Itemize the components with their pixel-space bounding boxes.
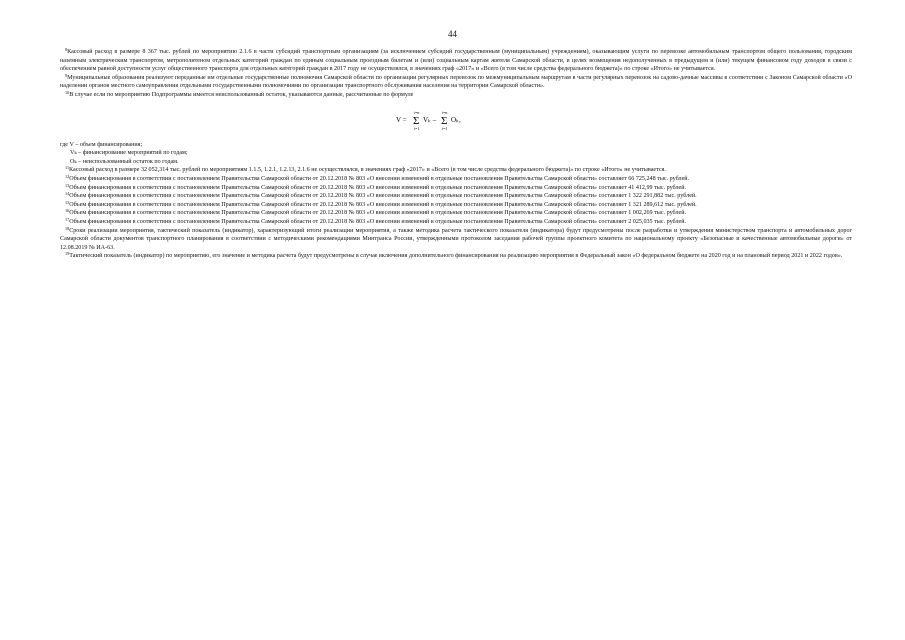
footnote-mark: 16 — [65, 208, 70, 214]
footnote-mark: 8 — [65, 46, 68, 52]
footnote-text: Объем финансирования в соответствии с постановлением Правительства Самарской области от 20.12.2018 № 803 «О внесении изменений в отдельные постановления Правительства Самарской области» составляет 2 025,035 тыс. рублей. — [69, 218, 687, 225]
footnote-mark: 9 — [65, 72, 68, 78]
footnote-9 — [60, 74, 852, 91]
footnote-text: В случае если по мероприятию Подпрограммы имеется неиспользованный остаток, указываются данные, рассчитанные по формуле — [69, 91, 414, 98]
footnote-13 — [60, 184, 852, 193]
formula-lhs: V = — [396, 115, 407, 124]
definitions — [60, 141, 852, 167]
footnote-text: Объем финансирования в соответствии с постановлением Правительства Самарской области от 20.12.2018 № 803 «О внесении изменений в отдельные постановления Правительства Самарской области» составляет 1 322 291,882 тыс. рублей. — [69, 193, 697, 200]
formula — [396, 105, 516, 133]
footnote-mark: 15 — [65, 199, 70, 205]
footnote-mark: 12 — [65, 173, 70, 179]
formula-block — [60, 105, 852, 133]
definition-v: где V – объем финансирования; — [60, 141, 143, 148]
footnote-text: Объем финансирования в соответствии с постановлением Правительства Самарской области от 20.12.2018 № 803 «О внесении изменений в отдельные постановления Правительства Самарской области» составляет 1 321 289,612 тыс. рублей. — [69, 201, 697, 208]
footnote-text: Муниципальные образования реализуют переданные им отдельные государственные полномочия Самарской области по организации регулярных перевозок по межмуниципальным маршрутам в части регулярных перевозок на садово-дачные массивы в соответствии с Законом Самарской области «О наделении органов местного самоуправления отдельными государственными полномочиями по организации транспортного обслуживания населения на территории Самарской области». — [60, 74, 852, 90]
footnote-17 — [60, 218, 852, 227]
sum-top-2: i=n — [442, 109, 448, 115]
footnote-text: Объем финансирования в соответствии с постановлением Правительства Самарской области от 20.12.2018 № 803 «О внесении изменений в отдельные постановления Правительства Самарской области» составляет 41 412,99 тыс. рублей. — [69, 184, 687, 191]
footnote-14 — [60, 192, 852, 201]
page-number: 44 — [448, 29, 457, 39]
footnote-text: Тактический показатель (индикатор) по мероприятию, его значение и методика расчета будут предусмотрены в случае включения дополнительного финансирования на реализацию мероприятия в Федеральный закон «О федеральном бюджете на 2020 год и на плановый период 2021 и 2022 годов». — [69, 253, 843, 260]
footnote-mark: 18 — [65, 225, 70, 231]
footnote-11 — [60, 166, 852, 175]
footnote-text: Объем финансирования в соответствии с постановлением Правительства Самарской области от 20.12.2018 № 803 «О внесении изменений в отдельные постановления Правительства Самарской области» составляет 66 725,248 тыс. рублей. — [69, 175, 690, 182]
footnote-text: Сроки реализации мероприятия, тактический показатель (индикатор), характеризующий итоги реализации мероприятия, а также методика расчета тактического показателя (индикатора) будут предусмотрены после разработки и утверждения министерством транспорта и автомобильных дорог Самарской области документов транспортного планирования в соответствии с методическими рекомендациями Минтранса России, утвержденными протоколом заседания рабочей группы проектного комитета по национальному проекту «Безопасные и качественные автомобильные дороги» от 12.08.2019 № ИА-63. — [60, 227, 852, 251]
footnote-mark: 19 — [65, 251, 70, 257]
footnote-19 — [60, 252, 852, 261]
formula-term-o: Oₖ, — [451, 115, 461, 124]
footnote-8 — [60, 48, 852, 74]
footnote-15 — [60, 201, 852, 210]
formula-term-v: Vₖ – — [423, 115, 437, 124]
footnote-mark: 10 — [65, 89, 70, 95]
definition-vk: Vₖ – финансирование мероприятий по годам; — [70, 150, 188, 157]
sum-bottom-1: i=1 — [414, 125, 420, 131]
footnote-mark: 14 — [65, 190, 70, 196]
footnote-mark: 17 — [65, 216, 70, 222]
footnote-mark: 13 — [65, 182, 70, 188]
footnote-12 — [60, 175, 852, 184]
footnote-text: Кассовый расход в размере 8 367 тыс. рублей по мероприятию 2.1.6 в части субсидий транспортным организациям (за исключением субсидий государственным (муниципальным) учреждениям), оказывающим услуги по перевозке автомобильным транспортом общего пользования, городским наземным электрическим транспортом, метрополитеном отдельных категорий граждан по единым социальным проездным билетам и (или) социальным картам жителя Самарской области, в целях возмещения недополученных в предыдущем и (или) текущем финансовом году доходов в связи с обеспечением равной доступности услуг общественного транспорта для отдельных категорий граждан в 2017 году не осуществлялся, в значениях граф «2017» и «Всего (в том числе средства федерального бюджета)» по строке «Итого» не учитывается. — [60, 49, 852, 73]
footnote-16 — [60, 209, 852, 218]
footnote-10 — [60, 91, 852, 100]
footnote-text: Кассовый расход в размере 32 052,314 тыс. рублей по мероприятиям 1.1.5, 1.2.1, 1.2.13, 2.1.6 не осуществлялся, в значениях граф «2017» и «Всего (в том числе средства федерального бюджета)» по строке «Итого» не учитывается. — [69, 167, 666, 174]
footnotes-body — [60, 48, 852, 261]
footnote-mark: 11 — [65, 165, 70, 171]
sum-top-1: i=n — [414, 109, 420, 115]
sum-bottom-2: i=1 — [442, 125, 448, 131]
footnote-18 — [60, 227, 852, 253]
sum-symbol-2: Σ — [441, 114, 448, 127]
definition-ok: Oₖ – неиспользованный остаток по годам. — [70, 158, 179, 165]
sum-symbol-1: Σ — [413, 114, 420, 127]
footnote-text: Объем финансирования в соответствии с постановлением Правительства Самарской области от 20.12.2018 № 803 «О внесении изменений в отдельные постановления Правительства Самарской области» составляет 1 002,269 тыс. рублей. — [69, 210, 687, 217]
